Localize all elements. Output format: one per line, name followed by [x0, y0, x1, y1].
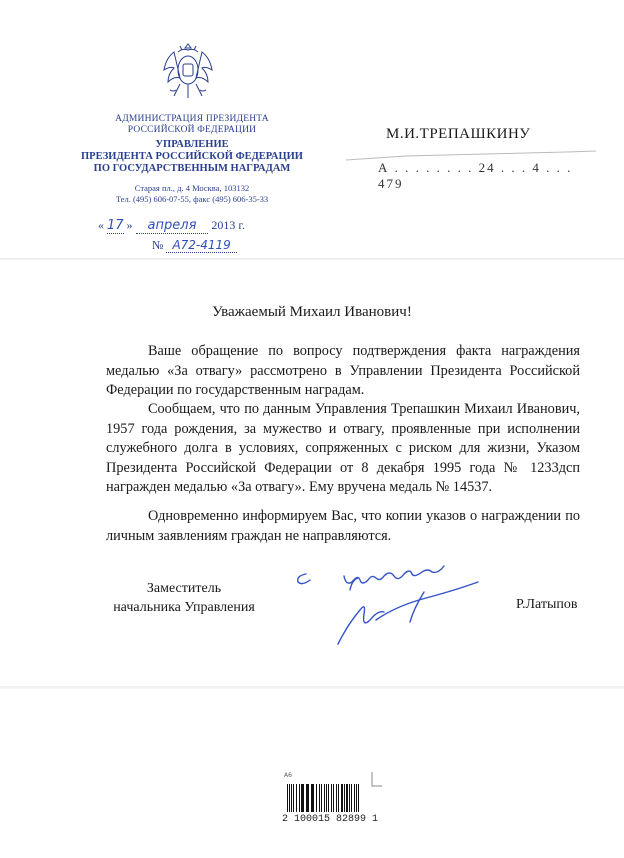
admin-name — [78, 114, 306, 136]
barcode-bar — [306, 784, 308, 812]
torn-edge — [346, 146, 596, 168]
dept-line-2: ПРЕЗИДЕНТА РОССИЙСКОЙ ФЕДЕРАЦИИ — [81, 151, 303, 162]
sticker-corner-mark — [370, 770, 384, 788]
barcode-bar — [316, 784, 317, 812]
date-year: 2013 г. — [211, 218, 245, 232]
number-value: А72-4119 — [166, 238, 236, 253]
barcode-bar — [303, 784, 304, 812]
barcode-number: 2 100015 82899 1 — [281, 814, 378, 825]
paragraph-copies-note: Одновременно информируем Вас, что копии указов о награждении по личным заявлениям граждан не направляются. — [106, 508, 580, 544]
barcode-bar — [349, 784, 350, 812]
barcode-bar — [341, 784, 343, 812]
salutation: Уважаемый Михаил Иванович! — [212, 304, 412, 320]
barcode — [286, 784, 372, 812]
barcode-bar — [358, 784, 359, 812]
letter-number — [152, 238, 237, 253]
signer-title-line-2: начальника Управления — [113, 600, 255, 615]
date-close-quote: » — [126, 218, 133, 232]
barcode-sticker — [280, 768, 380, 830]
barcode-bar — [331, 784, 332, 812]
barcode-bar — [333, 784, 334, 812]
barcode-bar — [338, 784, 339, 812]
phones-line: Тел. (495) 606-07-55, факс (495) 606-35-33 — [115, 194, 269, 204]
handwritten-signature — [284, 560, 514, 652]
barcode-bar — [301, 784, 303, 812]
barcode-bar — [308, 784, 309, 812]
barcode-bar — [311, 784, 313, 812]
barcode-bar — [324, 784, 325, 812]
fold-line-top — [0, 258, 624, 260]
date-open-quote: « — [98, 218, 104, 232]
fold-line-bottom — [0, 686, 624, 689]
barcode-bar — [319, 784, 320, 812]
barcode-bar — [291, 784, 292, 812]
barcode-bar — [344, 784, 345, 812]
double-headed-eagle-emblem — [160, 38, 216, 104]
date-day: 17 — [107, 218, 124, 233]
addressee-address-text: А . . . . . . . . 24 . . . 4 . . . 479 — [378, 160, 573, 191]
address-line: Старая пл., д. 4 Москва, 103132 — [134, 183, 250, 193]
paragraph-request: Ваше обращение по вопросу подтверждения факта награждения медалью «За отвагу» рассмотрено в Управлении Президента Российской Федерации по государственным наградам. — [106, 343, 580, 398]
date-month: апреля — [136, 218, 209, 234]
barcode-bar — [351, 784, 352, 812]
signer-title — [104, 579, 264, 617]
paragraph-award-info: Сообщаем, что по данным Управления Трепашкин Михаил Иванович, 1957 года рождения, за мужество и отвагу, проявленные при исполнении служебного долга в условиях, сопряженных с риском для жизни, Указом Президента Российской Федерации от 8 декабря 1995 года № 1233дсп награжден медалью «За отвагу». Ему вручена медаль № 14537. — [106, 401, 580, 495]
barcode-bar — [346, 784, 348, 812]
barcode-bar — [328, 784, 329, 812]
letter-date — [98, 218, 298, 234]
barcode-bar — [336, 784, 337, 812]
signer-title-line-1: Заместитель — [146, 581, 222, 596]
signer-name: Р.Латыпов — [516, 597, 578, 612]
number-prefix: № — [152, 238, 164, 252]
barcode-bar — [354, 784, 355, 812]
barcode-bar — [289, 784, 290, 812]
sticker-label: А6 — [284, 772, 292, 779]
letterhead-block — [78, 114, 306, 205]
barcode-bar — [296, 784, 297, 812]
barcode-bar — [293, 784, 294, 812]
addressee-name: М.И.ТРЕПАШКИНУ — [386, 126, 531, 142]
barcode-bar — [313, 784, 314, 812]
admin-line-1: АДМИНИСТРАЦИЯ ПРЕЗИДЕНТА — [115, 114, 269, 124]
dept-line-1: УПРАВЛЕНИЕ — [155, 139, 229, 150]
dept-line-3: ПО ГОСУДАРСТВЕННЫМ НАГРАДАМ — [93, 163, 291, 174]
admin-line-2: РОССИЙСКОЙ ФЕДЕРАЦИИ — [127, 125, 257, 135]
barcode-bar — [299, 784, 300, 812]
barcode-bar — [321, 784, 322, 812]
department-address — [78, 183, 306, 205]
barcode-bar — [326, 784, 327, 812]
department-name — [78, 139, 306, 175]
barcode-bar — [287, 784, 288, 812]
barcode-bar — [356, 784, 357, 812]
